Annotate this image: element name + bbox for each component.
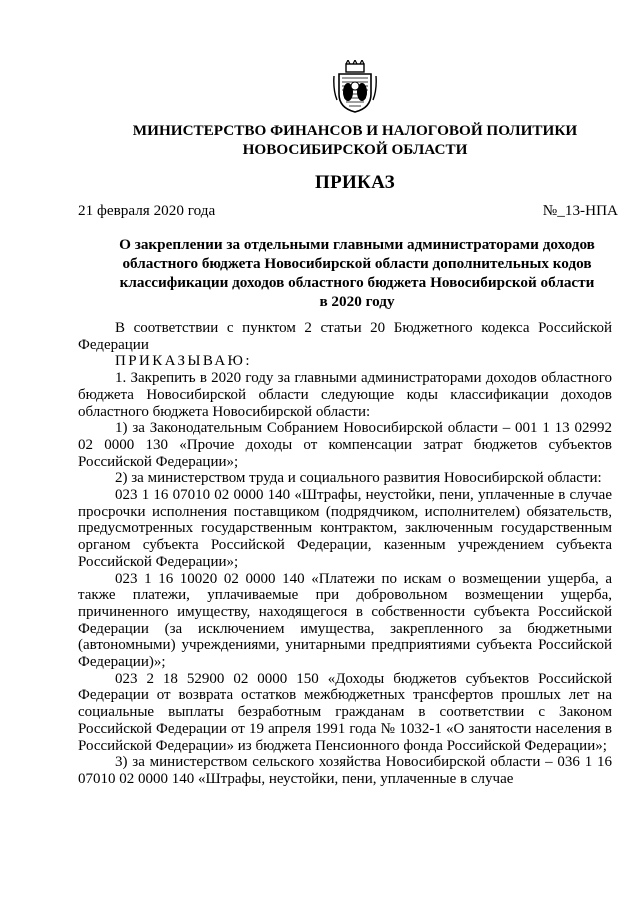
coat-of-arms-icon [333,60,377,114]
document-number: №_13-НПА [542,202,618,219]
paragraph-code-023-fines: 023 1 16 07010 02 0000 140 «Штрафы, неустойки, пени, уплаченные в случае просрочки исполнения поставщиком (подрядчиком, исполнителем) обязательств, предусмотренных государственным контрактом, заключенным государственным органом субъекта Российской Федерации, казенным учреждением субъекта Российской Федерации»; [78,487,612,570]
paragraph-subitem-3: 3) за министерством сельского хозяйства Новосибирской области – 036 1 16 07010 02 0000 140 «Штрафы, неустойки, пени, уплаченные в случае [78,754,612,787]
subject-line-3: классификации доходов областного бюджета Новосибирской области [119,274,595,291]
paragraph-item-1: 1. Закрепить в 2020 году за главными администраторами доходов областного бюджета Новосибирской области следующие коды классификации доходов областного бюджета Новосибирской области: [78,370,612,420]
ministry-name [60,121,640,159]
ministry-line-2: НОВОСИБИРСКОЙ ОБЛАСТИ [242,141,468,158]
paragraph-subitem-2: 2) за министерством труда и социального развития Новосибирской области: [115,470,602,487]
document-type-title: ПРИКАЗ [314,172,396,193]
subject-line-1: О закреплении за отдельными главными администраторами доходов [119,236,595,253]
paragraph-code-023-damages: 023 1 16 10020 02 0000 140 «Платежи по искам о возмещении ущерба, а также платежи, уплачиваемые при добровольном возмещении ущерба, причиненного имуществу, находящегося в собственности субъекта Российской Федерации (за исключением имущества, закрепленного за бюджетными (автономными) учреждениями, унитарными предприятиями субъекта Российской Федерации)»; [78,570,612,671]
subject-line-4: в 2020 году [319,293,395,310]
ministry-line-1: МИНИСТЕРСТВО ФИНАНСОВ И НАЛОГОВОЙ ПОЛИТИКИ [132,122,578,139]
document-date: 21 февраля 2020 года [78,202,216,219]
document-body [78,320,612,788]
document-subject [78,235,636,311]
subject-line-2: областного бюджета Новосибирской области дополнительных кодов [122,255,592,272]
paragraph-order: ПРИКАЗЫВАЮ: [115,353,252,370]
paragraph-subitem-1: 1) за Законодательным Собранием Новосибирской области – 001 1 13 02992 02 0000 130 «Прочие доходы от компенсации затрат бюджетов субъектов Российской Федерации»; [78,420,612,470]
paragraph-code-023-refunds: 023 2 18 52900 02 0000 150 «Доходы бюджетов субъектов Российской Федерации от возврата остатков межбюджетных трансфертов прошлых лет на социальные выплаты безработным гражданам в соответствии с Законом Российской Федерации от 19 апреля 1991 года № 1032-1 «О занятости населения в Российской Федерации» из бюджета Пенсионного фонда Российской Федерации»; [78,670,612,754]
paragraph-legal-basis: В соответствии с пунктом 2 статьи 20 Бюджетного кодекса Российской Федерации [78,320,612,353]
